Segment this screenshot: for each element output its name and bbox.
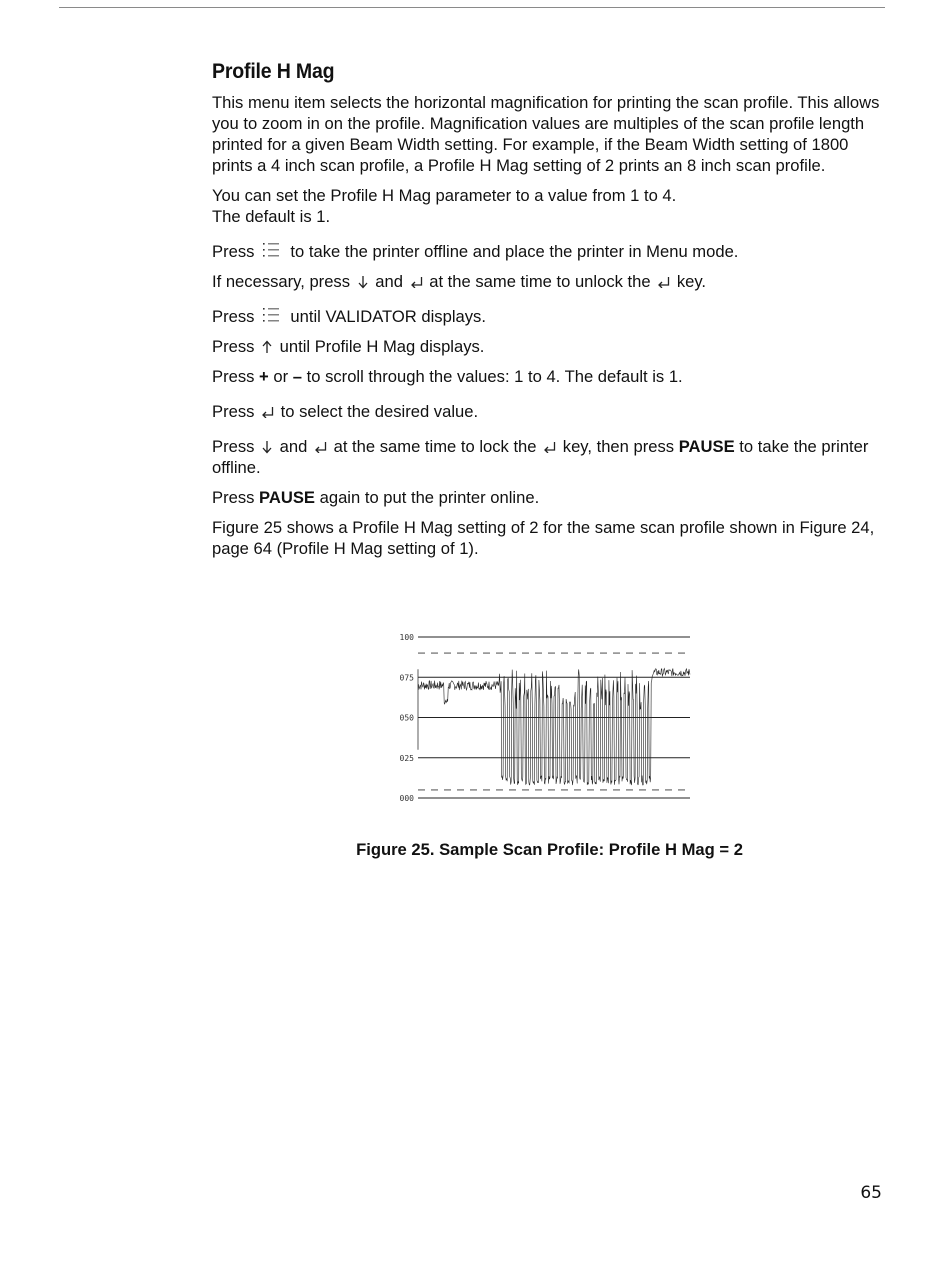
step-unlock [212, 271, 887, 292]
figure-caption: Figure 25. Sample Scan Profile: Profile H Mag = 2 [356, 840, 743, 859]
step-scroll-values [212, 366, 887, 387]
step-online [212, 487, 887, 508]
step-text: Press [212, 488, 255, 507]
step-text: key. [676, 272, 707, 291]
step-text: Press [212, 307, 255, 326]
y-tick-label: 025 [399, 753, 414, 763]
down-arrow-icon [357, 275, 369, 289]
y-tick-label: 000 [399, 794, 414, 803]
section-title: Profile H Mag [212, 60, 335, 83]
menu-icon [262, 242, 280, 258]
y-tick-label: 075 [399, 673, 414, 683]
step-profile-h-mag [212, 336, 887, 357]
step-text: Press [212, 402, 255, 421]
figure-reference: Figure 25 shows a Profile H Mag setting of 2 for the same scan profile shown in Figure 24, page 64 (Profile H Mag setting of 1). [212, 518, 875, 558]
page-number: 65 [860, 1183, 882, 1203]
y-tick-label: 100 [399, 633, 414, 642]
pause-key: PAUSE [678, 437, 735, 456]
up-arrow-icon [261, 340, 273, 354]
enter-key-icon [261, 406, 274, 418]
scan-profile-figure [380, 622, 700, 812]
minus-key: – [292, 367, 302, 386]
step-text: at the same time to lock the [333, 437, 537, 456]
step-text: and [279, 437, 308, 456]
step-text: again to put the printer online. [319, 488, 540, 507]
enter-key-icon [543, 441, 556, 453]
step-text: until Profile H Mag displays. [279, 337, 485, 356]
scan-profile-line [418, 669, 690, 786]
menu-icon [262, 307, 280, 323]
step-menu-mode [212, 241, 887, 262]
step-select-value [212, 401, 887, 422]
scan-profile-chart [380, 622, 700, 812]
step-text: Press [212, 242, 255, 261]
header-rule [59, 7, 885, 8]
step-text: Press [212, 337, 255, 356]
step-text: Press [212, 437, 255, 456]
step-text: to take the printer offline. [212, 437, 869, 477]
plus-key: + [259, 367, 269, 386]
range-line: You can set the Profile H Mag parameter to a value from 1 to 4. [212, 186, 677, 205]
range-paragraph [212, 185, 887, 227]
step-text: If necessary, press [212, 272, 351, 291]
step-text: to select the desired value. [280, 402, 479, 421]
step-text: Press [212, 367, 255, 386]
step-text: at the same time to unlock the [429, 272, 651, 291]
step-text: to scroll through the values: 1 to 4. The default is 1. [306, 367, 683, 386]
default-line: The default is 1. [212, 207, 331, 226]
page-content [212, 60, 887, 559]
y-tick-label: 050 [399, 713, 414, 723]
step-text: until VALIDATOR displays. [290, 307, 486, 326]
down-arrow-icon [261, 440, 273, 454]
step-text: or [273, 367, 289, 386]
enter-key-icon [657, 276, 670, 288]
step-text: and [375, 272, 403, 291]
enter-key-icon [314, 441, 327, 453]
enter-key-icon [410, 276, 423, 288]
step-validator [212, 306, 887, 327]
pause-key: PAUSE [259, 488, 315, 507]
step-text: to take the printer offline and place the printer in Menu mode. [290, 242, 739, 261]
step-lock [212, 436, 887, 478]
step-text: key, then press [562, 437, 675, 456]
intro-paragraph: This menu item selects the horizontal magnification for printing the scan profile. This allows you to zoom in on the profile. Magnification values are multiples of the scan profile length printed for a given Beam Width setting. For example, if the Beam Width setting of 1800 prints a 4 inch scan profile, a Profile H Mag setting of 2 prints an 8 inch scan profile. [212, 93, 880, 175]
